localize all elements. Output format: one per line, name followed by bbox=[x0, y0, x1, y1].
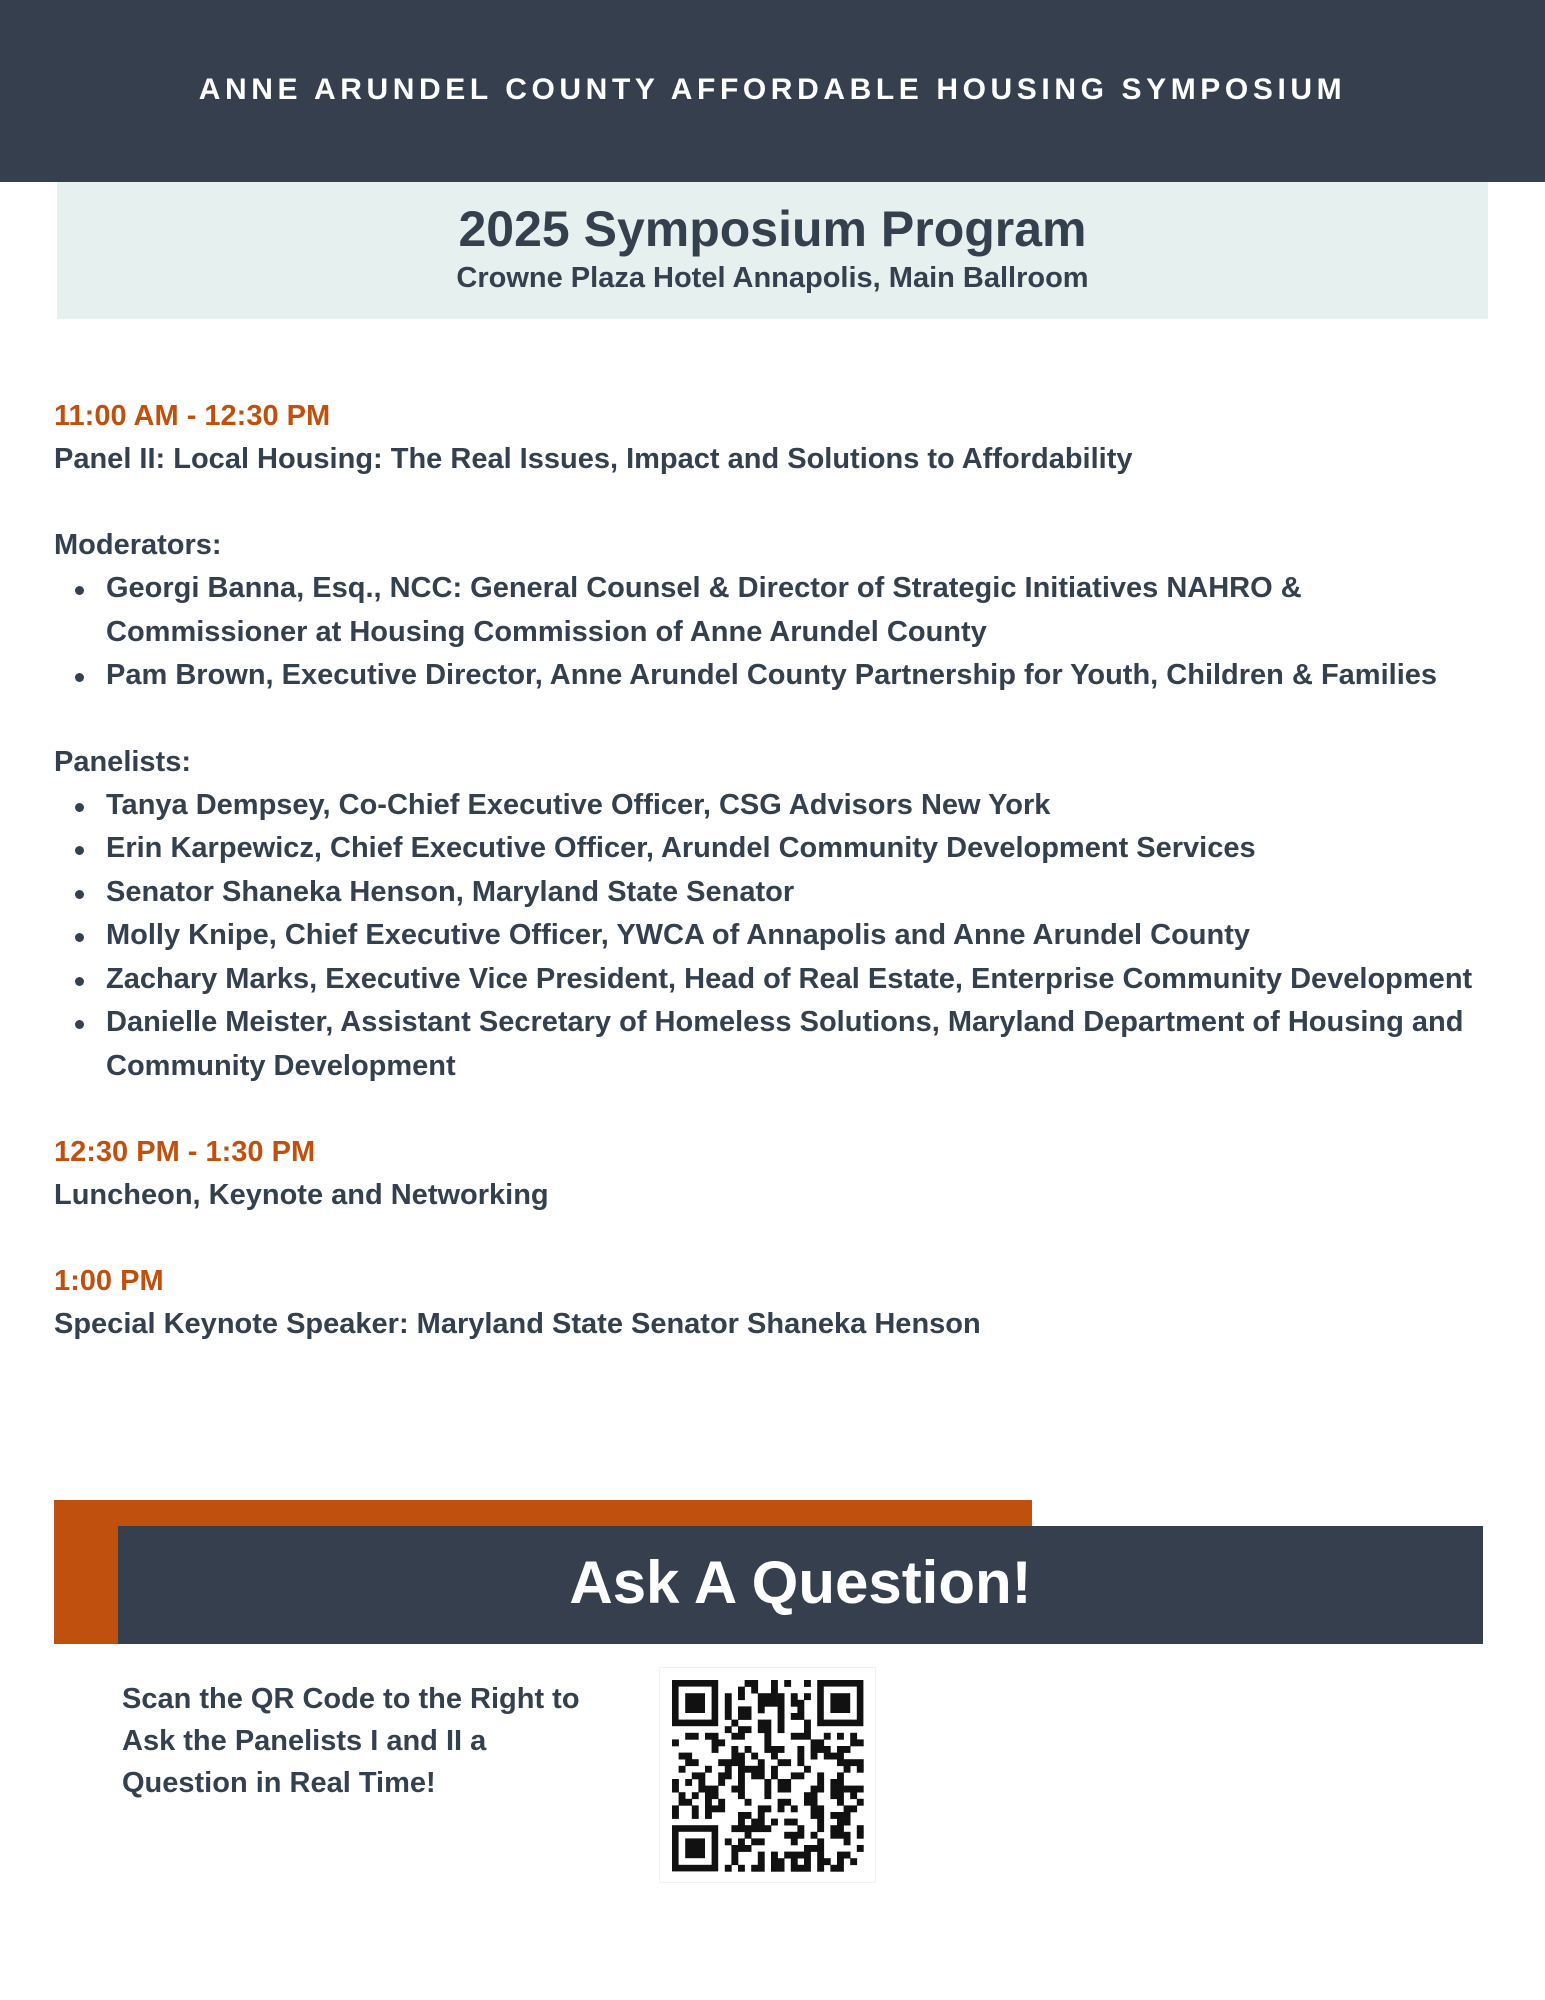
moderator-item: Pam Brown, Executive Director, Anne Arundel County Partnership for Youth, Children & Families bbox=[106, 654, 1494, 698]
panel-title: Panel II: Local Housing: The Real Issues, Impact and Solutions to Affordability bbox=[54, 443, 1133, 475]
moderators-label: Moderators: bbox=[54, 529, 222, 561]
keynote-title: Special Keynote Speaker: Maryland State Senator Shaneka Henson bbox=[54, 1308, 981, 1340]
moderators-list bbox=[54, 567, 1494, 698]
panelist-item: Danielle Meister, Assistant Secretary of Homeless Solutions, Maryland Department of Housing and Community Development bbox=[106, 1001, 1494, 1088]
header-banner bbox=[0, 0, 1545, 182]
ask-question-banner bbox=[118, 1526, 1483, 1644]
event-title: ANNE ARUNDEL COUNTY AFFORDABLE HOUSING SYMPOSIUM bbox=[198, 72, 1347, 106]
panelist-item: Zachary Marks, Executive Vice President, Head of Real Estate, Enterprise Community Development bbox=[106, 958, 1494, 1002]
luncheon-time: 12:30 PM - 1:30 PM bbox=[54, 1136, 316, 1168]
luncheon-title: Luncheon, Keynote and Networking bbox=[54, 1179, 549, 1211]
program-title-box bbox=[57, 182, 1488, 319]
qr-code[interactable] bbox=[660, 1668, 875, 1882]
panelist-item: Molly Knipe, Chief Executive Officer, YWCA of Annapolis and Anne Arundel County bbox=[106, 914, 1494, 958]
qr-instructions: Scan the QR Code to the Right to Ask the Panelists I and II a Question in Real Time! bbox=[122, 1683, 580, 1799]
panelist-item: Tanya Dempsey, Co-Chief Executive Officer, CSG Advisors New York bbox=[106, 784, 1494, 828]
qr-code-icon bbox=[660, 1668, 875, 1882]
panel-time: 11:00 AM - 12:30 PM bbox=[54, 400, 331, 432]
panelist-item: Erin Karpewicz, Chief Executive Officer, Arundel Community Development Services bbox=[106, 827, 1494, 871]
panelists-list bbox=[54, 784, 1494, 1089]
venue-subtitle: Crowne Plaza Hotel Annapolis, Main Ballroom bbox=[456, 262, 1089, 294]
keynote-time: 1:00 PM bbox=[54, 1265, 164, 1297]
moderator-item: Georgi Banna, Esq., NCC: General Counsel & Director of Strategic Initiatives NAHRO & Commissioner at Housing Commission of Anne Arundel County bbox=[106, 567, 1494, 654]
schedule bbox=[54, 395, 1494, 1346]
program-title: 2025 Symposium Program bbox=[458, 201, 1087, 257]
panelist-item: Senator Shaneka Henson, Maryland State Senator bbox=[106, 871, 1494, 915]
ask-question-title: Ask A Question! bbox=[569, 1548, 1032, 1616]
panelists-label: Panelists: bbox=[54, 745, 191, 778]
